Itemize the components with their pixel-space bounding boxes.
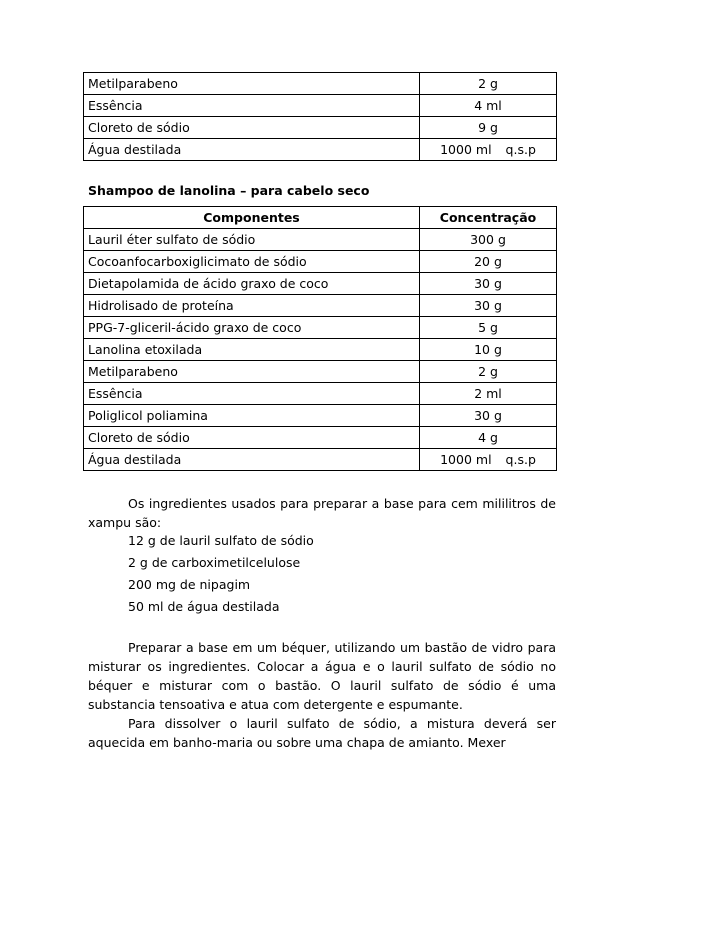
component-concentration: 300 g xyxy=(420,229,557,251)
component-name: Poliglicol poliamina xyxy=(84,405,420,427)
component-name: Hidrolisado de proteína xyxy=(84,295,420,317)
component-name: Água destilada xyxy=(84,139,420,161)
table-header-row xyxy=(84,207,557,229)
list-item: 12 g de lauril sulfato de sódio xyxy=(128,533,314,548)
table-row xyxy=(84,339,557,361)
instructions-paragraph xyxy=(88,714,556,752)
qsp-note: q.s.p xyxy=(505,142,536,157)
intro-text: Os ingredientes usados para preparar a base para cem mililitros de xampu são: xyxy=(88,496,556,530)
table-row xyxy=(84,427,557,449)
component-name: Essência xyxy=(84,95,420,117)
section-title: Shampoo de lanolina – para cabelo seco xyxy=(88,183,370,198)
component-concentration: 30 g xyxy=(420,405,557,427)
table-row xyxy=(84,73,557,95)
table-row xyxy=(84,449,557,471)
ingredient-list xyxy=(128,530,314,618)
component-concentration: 4 g xyxy=(420,427,557,449)
qsp-note: q.s.p xyxy=(505,452,536,467)
component-concentration: 9 g xyxy=(420,117,557,139)
component-name: Metilparabeno xyxy=(84,73,420,95)
table-row xyxy=(84,405,557,427)
table-row xyxy=(84,117,557,139)
component-name: Lanolina etoxilada xyxy=(84,339,420,361)
component-concentration: 1000 ml q.s.p xyxy=(420,139,557,161)
component-concentration: 30 g xyxy=(420,273,557,295)
column-header-components: Componentes xyxy=(84,207,420,229)
table-row xyxy=(84,251,557,273)
instructions-paragraph xyxy=(88,638,556,714)
component-concentration: 1000 ml q.s.p xyxy=(420,449,557,471)
table-row xyxy=(84,383,557,405)
component-name: Lauril éter sulfato de sódio xyxy=(84,229,420,251)
formula-table-2 xyxy=(83,206,557,471)
component-concentration: 10 g xyxy=(420,339,557,361)
paragraph-text: Preparar a base em um béquer, utilizando um bastão de vidro para misturar os ingredientes. Colocar a água e o lauril sulfato de sódio no béquer e misturar com o bastão. O lauril sulfato de sódio é uma substancia tensoativa e atua com detergente e espumante. xyxy=(88,640,556,712)
component-name: PPG-7-gliceril-ácido graxo de coco xyxy=(84,317,420,339)
component-name: Dietapolamida de ácido graxo de coco xyxy=(84,273,420,295)
table-row xyxy=(84,95,557,117)
component-concentration: 2 g xyxy=(420,361,557,383)
component-name: Cloreto de sódio xyxy=(84,117,420,139)
table-row xyxy=(84,139,557,161)
component-name: Cocoanfocarboxiglicimato de sódio xyxy=(84,251,420,273)
component-concentration: 5 g xyxy=(420,317,557,339)
formula-table-1 xyxy=(83,72,557,161)
list-item: 200 mg de nipagim xyxy=(128,577,251,592)
component-concentration: 20 g xyxy=(420,251,557,273)
component-name: Cloreto de sódio xyxy=(84,427,420,449)
component-concentration: 2 ml xyxy=(420,383,557,405)
table-row xyxy=(84,273,557,295)
list-item: 2 g de carboximetilcelulose xyxy=(128,555,301,570)
component-concentration: 2 g xyxy=(420,73,557,95)
column-header-concentration: Concentração xyxy=(420,207,557,229)
table-row xyxy=(84,295,557,317)
table-row xyxy=(84,229,557,251)
table-row xyxy=(84,361,557,383)
component-name: Água destilada xyxy=(84,449,420,471)
component-name: Metilparabeno xyxy=(84,361,420,383)
table-row xyxy=(84,317,557,339)
intro-paragraph xyxy=(88,494,556,532)
component-name: Essência xyxy=(84,383,420,405)
list-item: 50 ml de água destilada xyxy=(128,599,280,614)
component-concentration: 30 g xyxy=(420,295,557,317)
paragraph-text: Para dissolver o lauril sulfato de sódio, a mistura deverá ser aquecida em banho-maria ou sobre uma chapa de amianto. Mexer xyxy=(88,716,556,750)
component-concentration: 4 ml xyxy=(420,95,557,117)
